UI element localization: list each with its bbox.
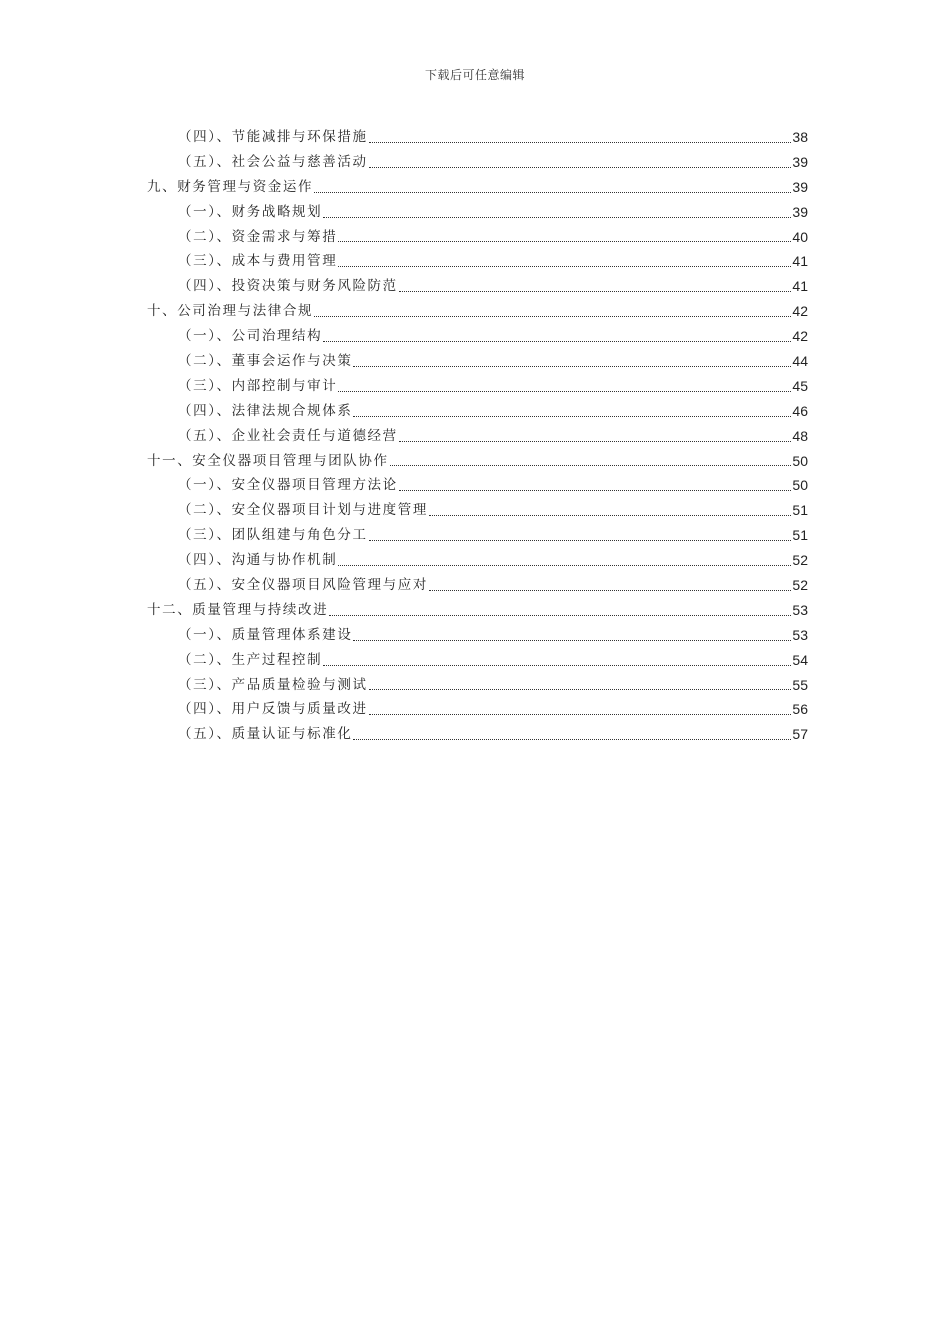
toc-entry-label: （四）、法律法规合规体系 — [178, 402, 353, 419]
toc-entry-page: 39 — [792, 203, 808, 220]
page-header: 下载后可任意编辑 — [424, 68, 525, 82]
toc-entry[interactable] — [147, 225, 808, 250]
toc-entry-page: 50 — [792, 477, 808, 494]
toc-entry[interactable] — [147, 424, 808, 449]
toc-leader-dots — [369, 167, 792, 168]
toc-entry-label: （一）、安全仪器项目管理方法论 — [178, 477, 398, 494]
toc-entry-label: （一）、公司治理结构 — [178, 328, 323, 345]
toc-entry-page: 48 — [792, 427, 808, 444]
toc-leader-dots — [429, 590, 791, 591]
toc-entry-page: 38 — [792, 128, 808, 145]
toc-entry[interactable] — [147, 324, 808, 349]
toc-entry[interactable] — [147, 150, 808, 175]
toc-leader-dots — [314, 192, 791, 193]
toc-entry-label: （三）、团队组建与角色分工 — [178, 527, 368, 544]
toc-leader-dots — [353, 739, 791, 740]
toc-leader-dots — [353, 640, 791, 641]
toc-entry-label: （五）、安全仪器项目风险管理与应对 — [178, 577, 428, 594]
toc-entry-label: （三）、产品质量检验与测试 — [178, 676, 368, 693]
toc-leader-dots — [323, 341, 791, 342]
toc-leader-dots — [399, 490, 792, 491]
toc-entry[interactable] — [147, 722, 808, 747]
toc-entry-page: 57 — [792, 726, 808, 743]
toc-entry[interactable] — [147, 374, 808, 399]
toc-leader-dots — [338, 266, 791, 267]
toc-entry-page: 39 — [792, 178, 808, 195]
toc-entry-page: 52 — [792, 577, 808, 594]
toc-leader-dots — [369, 540, 792, 541]
toc-entry[interactable] — [147, 548, 808, 573]
toc-entry-label: （五）、质量认证与标准化 — [178, 726, 353, 743]
toc-entry[interactable] — [147, 623, 808, 648]
toc-leader-dots — [429, 515, 791, 516]
toc-entry[interactable] — [147, 349, 808, 374]
toc-entry-page: 45 — [792, 377, 808, 394]
toc-entry-label: （一）、财务战略规划 — [178, 203, 323, 220]
toc-entry[interactable] — [147, 200, 808, 225]
toc-entry-label: （四）、投资决策与财务风险防范 — [178, 278, 398, 295]
toc-entry-page: 39 — [792, 153, 808, 170]
toc-entry[interactable] — [147, 399, 808, 424]
toc-entry-label: （四）、沟通与协作机制 — [178, 552, 338, 569]
toc-entry-label: （三）、成本与费用管理 — [178, 253, 338, 270]
toc-entry-page: 53 — [792, 626, 808, 643]
toc-leader-dots — [314, 316, 791, 317]
toc-entry-page: 41 — [792, 253, 808, 270]
toc-leader-dots — [329, 615, 791, 616]
toc-entry[interactable] — [147, 697, 808, 722]
toc-entry-label: 九、财务管理与资金运作 — [147, 178, 314, 195]
toc-entry[interactable] — [147, 673, 808, 698]
toc-entry-label: （五）、社会公益与慈善活动 — [178, 153, 368, 170]
toc-leader-dots — [369, 689, 792, 690]
toc-entry-page: 41 — [792, 278, 808, 295]
toc-entry-label: 十二、质量管理与持续改进 — [147, 601, 329, 618]
toc-leader-dots — [338, 241, 791, 242]
toc-leader-dots — [399, 441, 792, 442]
toc-entry-page: 44 — [792, 353, 808, 369]
toc-entry-label: 十一、安全仪器项目管理与团队协作 — [147, 452, 389, 469]
toc-leader-dots — [353, 416, 791, 417]
toc-entry-page: 55 — [792, 676, 808, 693]
toc-leader-dots — [369, 142, 792, 143]
toc-entry[interactable] — [147, 175, 808, 200]
toc-entry-page: 46 — [792, 402, 808, 419]
toc-entry-label: （二）、生产过程控制 — [178, 651, 323, 668]
toc-entry[interactable] — [147, 274, 808, 299]
toc-entry[interactable] — [147, 498, 808, 523]
toc-entry-label: （二）、董事会运作与决策 — [178, 353, 353, 369]
toc-entry-page: 52 — [792, 552, 808, 569]
toc-leader-dots — [323, 217, 791, 218]
toc-leader-dots — [353, 366, 791, 367]
toc-entry-label: （三）、内部控制与审计 — [178, 377, 338, 394]
toc-entry-page: 42 — [792, 328, 808, 345]
toc-entry-page: 53 — [792, 601, 808, 618]
toc-entry-page: 51 — [792, 502, 808, 519]
toc-entry-page: 51 — [792, 527, 808, 544]
toc-entry-label: （五）、企业社会责任与道德经营 — [178, 427, 398, 444]
toc-entry[interactable] — [147, 573, 808, 598]
toc-entry-label: （四）、节能减排与环保措施 — [178, 128, 368, 145]
toc-entry[interactable] — [147, 648, 808, 673]
toc-leader-dots — [390, 465, 792, 466]
toc-leader-dots — [369, 714, 792, 715]
toc-entry[interactable] — [147, 449, 808, 474]
toc-entry[interactable] — [147, 249, 808, 274]
toc-entry[interactable] — [147, 299, 808, 324]
toc-entry-label: 十、公司治理与法律合规 — [147, 303, 314, 320]
toc-entry-page: 40 — [792, 228, 808, 245]
toc-leader-dots — [338, 391, 791, 392]
toc-entry-label: （一）、质量管理体系建设 — [178, 626, 353, 643]
toc-entry[interactable] — [147, 598, 808, 623]
table-of-contents — [147, 125, 808, 747]
toc-leader-dots — [323, 665, 791, 666]
toc-leader-dots — [338, 565, 791, 566]
toc-entry-page: 42 — [792, 303, 808, 320]
toc-entry[interactable] — [147, 125, 808, 150]
toc-entry[interactable] — [147, 523, 808, 548]
toc-entry-page: 54 — [792, 651, 808, 668]
toc-entry-label: （四）、用户反馈与质量改进 — [178, 701, 368, 718]
toc-entry-page: 56 — [792, 701, 808, 718]
toc-entry-label: （二）、安全仪器项目计划与进度管理 — [178, 502, 428, 519]
toc-entry-page: 50 — [792, 452, 808, 469]
toc-entry[interactable] — [147, 473, 808, 498]
toc-entry-label: （二）、资金需求与筹措 — [178, 228, 338, 245]
toc-leader-dots — [399, 291, 792, 292]
